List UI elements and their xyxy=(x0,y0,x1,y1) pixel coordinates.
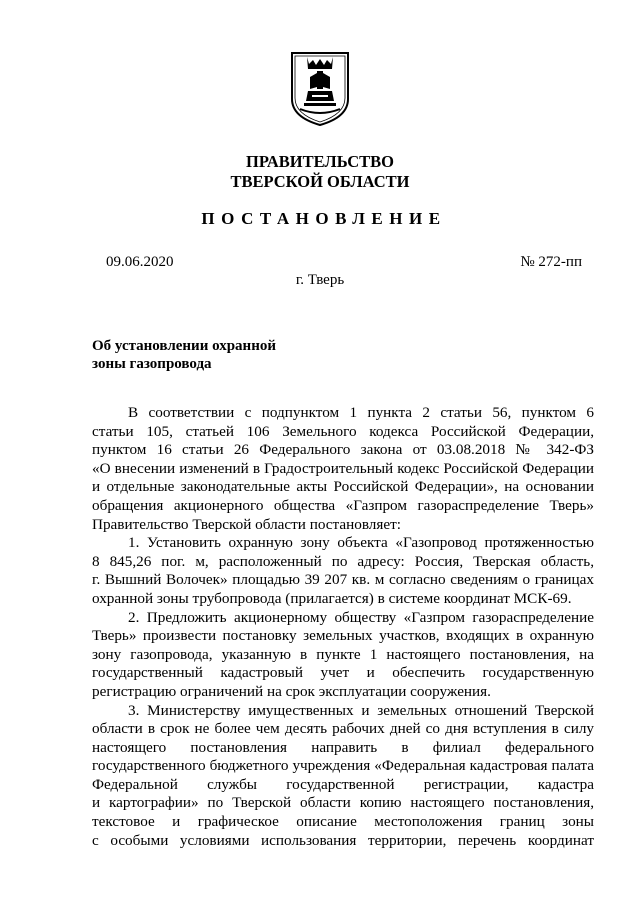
body-line: охранной зоны трубопровода (прилагается) в системе координат МСК-69. xyxy=(92,589,572,607)
government-name-line2: ТВЕРСКОЙ ОБЛАСТИ xyxy=(230,172,410,191)
body-line: и картографии» по Тверской области копию настоящего постановления, xyxy=(92,794,594,812)
body-line: текстовое и графическое описание местоположения границ зоны xyxy=(92,813,594,831)
government-title xyxy=(0,152,640,192)
body-line: 3. Министерству имущественных и земельных отношений Тверской xyxy=(128,701,594,719)
document-date: 09.06.2020 xyxy=(106,254,174,270)
body-line: Правительство Тверской области постановляет: xyxy=(92,515,401,533)
subject-line2: зоны газопровода xyxy=(92,356,212,372)
body-line: 1. Установить охранную зону объекта «Газопровод протяженностью xyxy=(128,534,594,552)
document-city: г. Тверь xyxy=(295,272,345,288)
body-line: области в срок не более чем десять рабочих дней со дня вступления в силу xyxy=(92,720,594,738)
body-line: зону газопровода, указанную в пункте 1 настоящего постановления, на xyxy=(92,645,594,663)
document-body xyxy=(92,404,594,850)
body-line: Тверь» произвести постановку земельных участков, входящих в охранную xyxy=(92,627,594,645)
body-line: Федеральной службы государственной регистрации, кадастра xyxy=(92,775,594,793)
body-line: В соответствии с подпунктом 1 пункта 2 статьи 56, пунктом 6 xyxy=(128,404,594,421)
body-line: 2. Предложить акционерному обществу «Газпром газораспределение xyxy=(128,608,594,626)
body-line: статьи 105, статьей 106 Земельного кодекса Российской Федерации, xyxy=(92,422,594,440)
document-type: ПОСТАНОВЛЕНИЕ xyxy=(201,209,447,228)
document-number: № 272-пп xyxy=(520,254,582,270)
government-name-line1: ПРАВИТЕЛЬСТВО xyxy=(246,152,394,171)
subject-line1: Об установлении охранной xyxy=(92,338,276,354)
body-line: регистрацию ограничений на срок эксплуатации сооружения. xyxy=(92,682,491,700)
body-line: и отдельные законодательные акты Российской Федерации», на основании xyxy=(92,478,594,496)
document-subject xyxy=(92,337,276,373)
body-line: с особыми условиями использования территории, перечень координат xyxy=(92,831,594,849)
body-line: настоящего постановления направить в филиал федерального xyxy=(92,738,594,756)
body-line: г. Вышний Волочек» площадью 39 207 кв. м согласно сведениям о границах xyxy=(92,571,594,589)
body-line: государственный кадастровый учет и обеспечить государственную xyxy=(92,664,594,682)
body-line: 8 845,26 пог. м, расположенный по адресу: Россия, Тверская область, xyxy=(92,552,594,570)
body-line: государственного бюджетного учреждения «Федеральная кадастровая палата xyxy=(92,757,594,775)
body-line: обращения акционерного общества «Газпром газораспределение Тверь» xyxy=(92,496,594,514)
body-line: «О внесении изменений в Градостроительный кодекс Российской Федерации xyxy=(92,459,594,477)
coat-of-arms-icon xyxy=(290,51,350,127)
body-line: пунктом 16 статьи 26 Федерального закона от 03.08.2018 № 342-ФЗ xyxy=(92,441,594,459)
